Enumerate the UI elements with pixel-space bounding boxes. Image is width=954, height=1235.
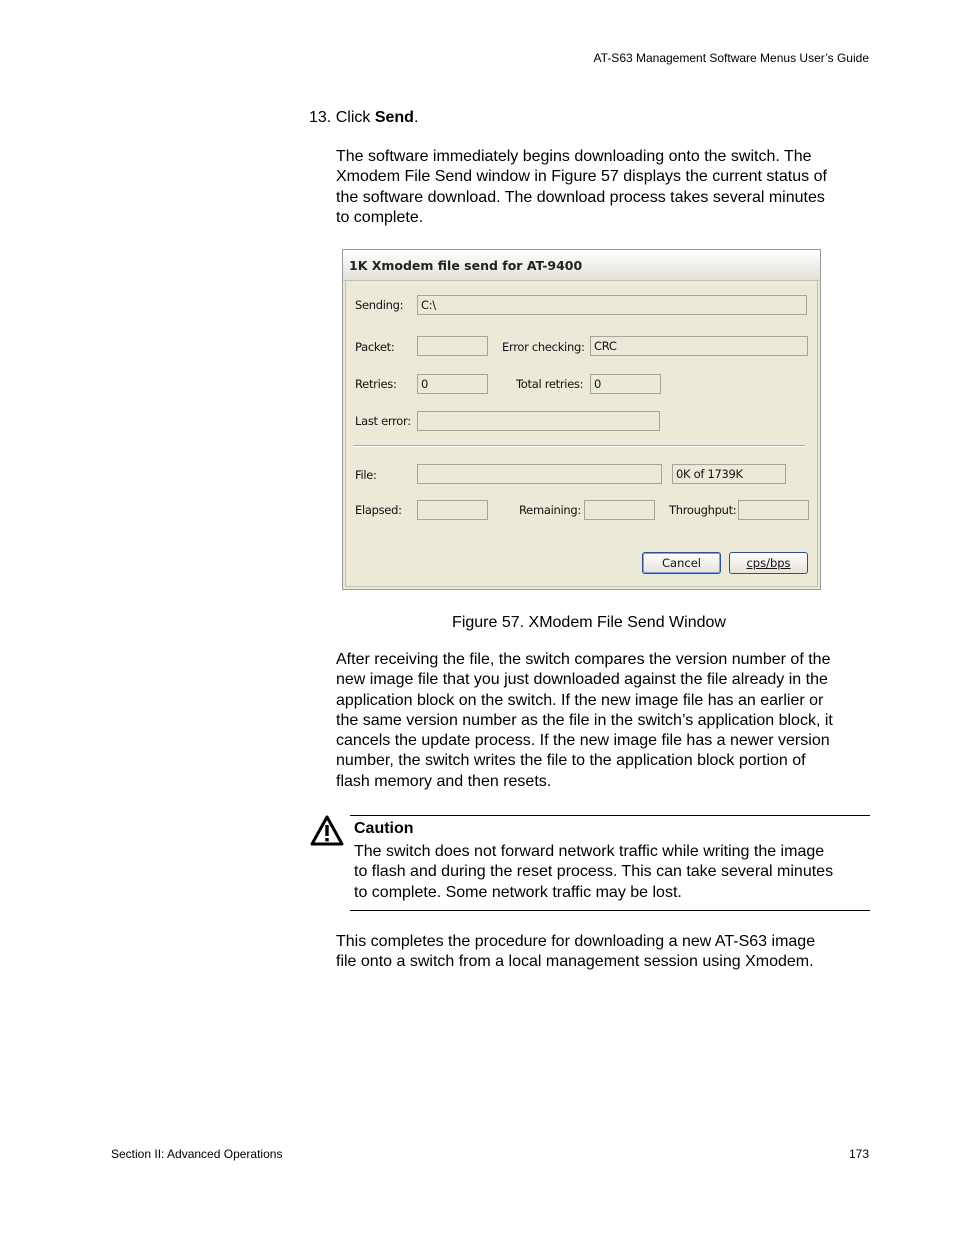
packet-label: Packet: <box>355 340 395 354</box>
step-prefix: Click <box>335 109 375 126</box>
caution-text <box>354 842 833 903</box>
intro-line: The software immediately begins downloading onto the switch. The <box>336 148 812 165</box>
caution-title: Caution <box>354 820 414 837</box>
remaining-label: Remaining: <box>519 503 581 517</box>
after-paragraph <box>336 650 833 792</box>
cps-bps-button[interactable]: cps/bps <box>729 552 808 574</box>
file-progress-bar <box>417 464 662 484</box>
closing-line: file onto a switch from a local management session using Xmodem. <box>336 953 814 971</box>
elapsed-label: Elapsed: <box>355 503 402 517</box>
retries-label: Retries: <box>355 377 397 391</box>
intro-paragraph <box>336 147 827 228</box>
total-retries-label: Total retries: <box>516 377 584 391</box>
error-checking-field: CRC <box>590 336 808 356</box>
warning-triangle-icon <box>310 815 344 846</box>
last-error-label: Last error: <box>355 414 411 428</box>
caution-bottom-rule <box>350 910 870 911</box>
error-checking-label: Error checking: <box>502 340 585 354</box>
footer-section: Section II: Advanced Operations <box>111 1147 283 1161</box>
dialog-separator <box>353 445 805 447</box>
after-line: After receiving the file, the switch compares the version number of the <box>336 651 831 668</box>
throughput-field <box>738 500 809 520</box>
after-line: new image file that you just downloaded against the file already in the <box>336 671 828 689</box>
packet-field <box>417 336 488 356</box>
footer-page-number: 173 <box>848 1147 869 1161</box>
dialog-title-bar <box>343 250 820 281</box>
caution-line: to flash and during the reset process. This can take several minutes <box>354 863 834 881</box>
step-13 <box>309 109 418 127</box>
caution-line: The switch does not forward network traffic while writing the image <box>354 843 825 860</box>
closing-paragraph <box>336 932 815 973</box>
after-line: the same version number as the file in the switch’s application block, it <box>336 711 833 729</box>
dialog-title: 1K Xmodem file send for AT-9400 <box>349 258 583 273</box>
step-number: 13. <box>309 109 332 126</box>
figure-caption: Figure 57. XModem File Send Window <box>452 614 726 631</box>
intro-line: the software download. The download process takes several minutes <box>336 188 825 206</box>
intro-line: to complete. <box>336 208 424 226</box>
running-header: AT-S63 Management Software Menus User’s Guide <box>593 51 869 65</box>
step-suffix: . <box>413 109 419 126</box>
elapsed-field <box>417 500 488 520</box>
dialog-body <box>345 280 818 587</box>
after-line: number, the switch writes the file to the application block portion of <box>336 752 806 770</box>
sending-field: C:\ <box>417 295 807 315</box>
caution-line: to complete. Some network traffic may be lost. <box>354 883 682 901</box>
retries-field: 0 <box>417 374 488 394</box>
after-line: cancels the update process. If the new image file has a newer version <box>336 732 830 750</box>
caution-top-rule <box>350 815 870 816</box>
remaining-field <box>584 500 655 520</box>
sending-label: Sending: <box>355 298 404 312</box>
throughput-label: Throughput: <box>669 503 737 517</box>
intro-line: Xmodem File Send window in Figure 57 displays the current status of <box>336 168 827 186</box>
closing-line: This completes the procedure for downloading a new AT-S63 image <box>336 933 816 950</box>
total-retries-field: 0 <box>590 374 661 394</box>
after-line: flash memory and then resets. <box>336 772 552 790</box>
cancel-button[interactable]: Cancel <box>642 552 721 574</box>
file-size-field: 0K of 1739K <box>672 464 786 484</box>
after-line: application block on the switch. If the new image file has an earlier or <box>336 691 824 709</box>
step-bold-send: Send <box>374 109 414 126</box>
file-label: File: <box>355 468 377 482</box>
last-error-field <box>417 411 660 431</box>
